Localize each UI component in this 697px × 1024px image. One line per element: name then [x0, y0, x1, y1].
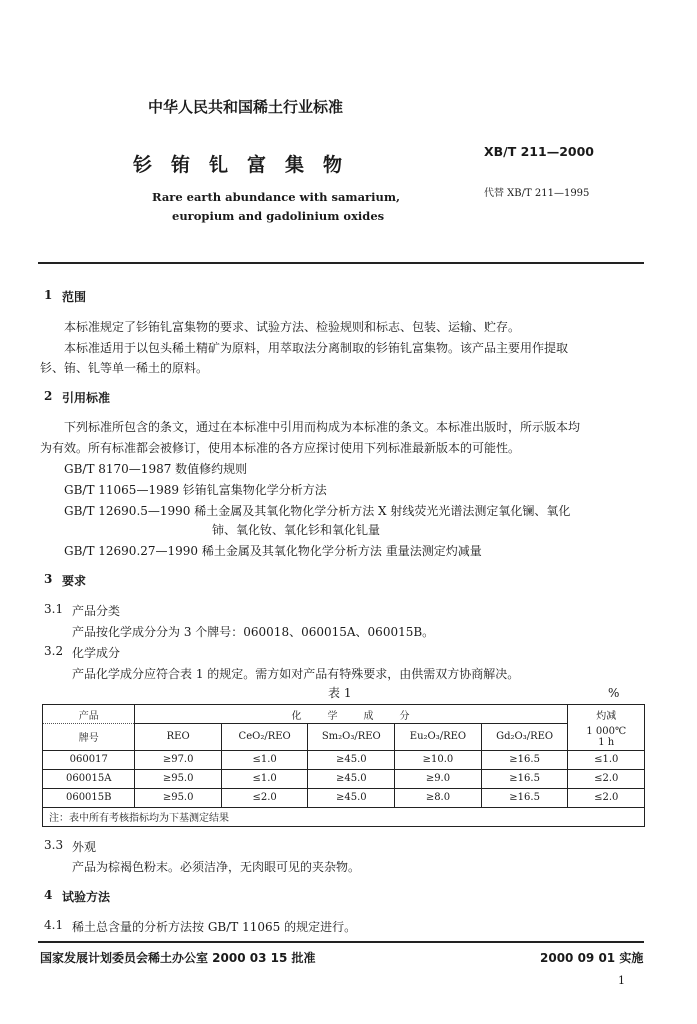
table-row: [43, 788, 645, 807]
table-cell: ≥45.0: [308, 750, 395, 769]
approval-line: 国家发展计划委员会稀土办公室 2000 03 15 批准: [40, 951, 316, 965]
standard-code: XB/T 211—2000: [484, 144, 594, 159]
reference-4: GB/T 12690.27—1990 稀土金属及其氧化物化学分析方法 重量法测定灼减量: [64, 544, 482, 558]
table-head-loss-conditions: [568, 724, 645, 751]
table-cell: ≤1.0: [221, 750, 308, 769]
table-cell: ≤2.0: [568, 769, 645, 788]
document-title-cn: 钐铕钆富集物: [133, 154, 362, 176]
section-1-paragraph-2b: 钐、铕、钆等单一稀土的原料。: [40, 361, 209, 375]
replaces-standard: 代替 XB/T 211—1995: [484, 188, 590, 199]
reference-3a: GB/T 12690.5—1990 稀土金属及其氧化物化学分析方法 X 射线荧光光谱法测定氧化镧、氧化: [64, 504, 571, 518]
table-cell: ≥10.0: [395, 750, 482, 769]
table-cell-grade: 060015A: [43, 769, 135, 788]
issuing-organization: 中华人民共和国稀土行业标准: [148, 98, 344, 116]
section-4-1-paragraph: 稀土总含量的分析方法按 GB/T 11065 的规定进行。: [72, 920, 357, 934]
table-unit: %: [608, 686, 620, 700]
page-number: 1: [618, 974, 625, 987]
table-head-loss-time: 1 h: [598, 736, 615, 748]
table-col-sm2o3: Sm₂O₃/REO: [308, 724, 395, 751]
section-2-paragraph-1b: 为有效。所有标准都会被修订，使用本标准的各方应探讨使用下列标准最新版本的可能性。: [40, 441, 521, 455]
table-cell: ≤2.0: [568, 788, 645, 807]
section-3-3-number: 3.3: [44, 838, 64, 852]
section-3-2-number: 3.2: [44, 644, 64, 658]
section-3-3-title: 外观: [72, 840, 97, 854]
table-cell-grade: 060017: [43, 750, 135, 769]
table-cell: ≥95.0: [135, 788, 221, 807]
section-1-paragraph-2a: 本标准适用于以包头稀土精矿为原料，用萃取法分离制取的钐铕钆富集物。该产品主要用作提取: [64, 341, 569, 355]
table-cell: ≥45.0: [308, 788, 395, 807]
chemical-composition-table: [42, 704, 645, 827]
section-3-3-paragraph: 产品为棕褐色粉末。必须洁净，无肉眼可见的夹杂物。: [72, 860, 361, 874]
header-divider: [38, 262, 644, 264]
section-1-number: 1: [44, 288, 53, 302]
reference-2: GB/T 11065—1989 钐铕钆富集物化学分析方法: [64, 483, 327, 497]
reference-1: GB/T 8170—1987 数值修约规则: [64, 462, 248, 476]
section-1-paragraph-1: 本标准规定了钐铕钆富集物的要求、试验方法、检验规则和标志、包装、运输、贮存。: [64, 320, 521, 334]
section-4-number: 4: [44, 888, 53, 902]
table-cell: ≥16.5: [481, 750, 568, 769]
section-2-title: 引用标准: [62, 391, 111, 405]
table-head-chemical: 化 学 成 分: [135, 705, 568, 724]
table-row: [43, 750, 645, 769]
footer-divider: [38, 941, 644, 943]
section-3-number: 3: [44, 572, 53, 586]
table-cell: ≥8.0: [395, 788, 482, 807]
section-3-1-number: 3.1: [44, 602, 64, 616]
table-col-gd2o3: Gd₂O₃/REO: [481, 724, 568, 751]
table-col-reo: REO: [135, 724, 221, 751]
table-head-loss-temp: 1 000℃: [586, 725, 627, 737]
section-3-2-title: 化学成分: [72, 646, 121, 660]
table-caption: 表 1: [328, 686, 352, 700]
section-3-title: 要求: [62, 574, 87, 588]
section-3-1-title: 产品分类: [72, 604, 121, 618]
section-3-2-paragraph: 产品化学成分应符合表 1 的规定。需方如对产品有特殊要求，由供需双方协商解决。: [72, 667, 520, 681]
section-4-title: 试验方法: [62, 890, 111, 904]
section-3-1-paragraph: 产品按化学成分分为 3 个牌号：060018、060015A、060015B。: [72, 625, 435, 639]
table-cell-grade: 060015B: [43, 788, 135, 807]
table-head-loss: 灼减: [568, 705, 645, 724]
table-cell: ≥97.0: [135, 750, 221, 769]
table-cell: ≥16.5: [481, 769, 568, 788]
reference-3b: 铈、氧化钕、氧化钐和氧化钆量: [212, 523, 381, 537]
document-title-en-line2: europium and gadolinium oxides: [172, 209, 385, 223]
table-cell: ≥95.0: [135, 769, 221, 788]
section-2-paragraph-1a: 下列标准所包含的条文，通过在本标准中引用而构成为本标准的条文。本标准出版时，所示版本均: [64, 420, 581, 434]
table-cell: ≤1.0: [568, 750, 645, 769]
table-head-grade: 牌号: [43, 724, 135, 751]
section-1-title: 范围: [62, 290, 87, 304]
table-head-product: 产品: [43, 705, 135, 724]
table-cell: ≥45.0: [308, 769, 395, 788]
section-4-1-number: 4.1: [44, 918, 64, 932]
table-col-ceo2: CeO₂/REO: [221, 724, 308, 751]
table-cell: ≥16.5: [481, 788, 568, 807]
table-cell: ≥9.0: [395, 769, 482, 788]
section-2-number: 2: [44, 389, 53, 403]
table-cell: ≤1.0: [221, 769, 308, 788]
table-cell: ≤2.0: [221, 788, 308, 807]
implementation-date: 2000 09 01 实施: [540, 951, 644, 965]
document-title-en-line1: Rare earth abundance with samarium,: [152, 190, 400, 204]
table-col-eu2o3: Eu₂O₃/REO: [395, 724, 482, 751]
table-note: 注：表中所有考核指标均为下基测定结果: [43, 807, 645, 826]
table-row: [43, 769, 645, 788]
